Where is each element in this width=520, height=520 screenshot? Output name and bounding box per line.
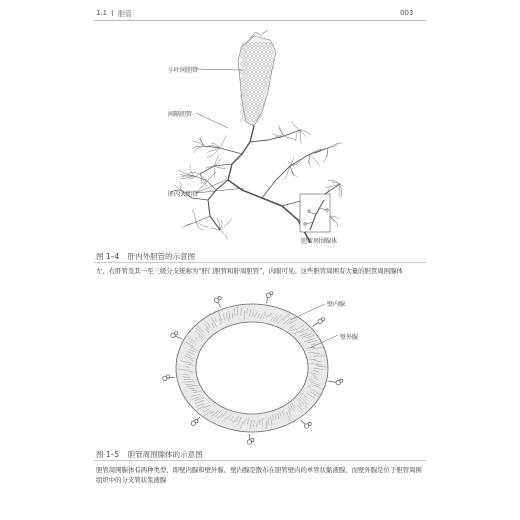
label-peribiliary-gland: 胆管周围腺体 bbox=[301, 238, 338, 245]
figure-1-caption-rule bbox=[94, 262, 426, 263]
label-intramural-gland: 壁内腺 bbox=[327, 301, 346, 308]
section-title: 胆管 bbox=[118, 10, 132, 18]
page-header bbox=[0, 0, 520, 24]
label-interlobular-duct: 小叶间胆管 bbox=[168, 67, 199, 74]
liver-lobule-column bbox=[238, 30, 276, 126]
section-number: 1.1 bbox=[96, 9, 108, 17]
duct-lumen bbox=[196, 322, 308, 414]
label-extramural-gland: 壁外腺 bbox=[340, 334, 359, 341]
header-rule bbox=[94, 20, 426, 21]
figure-2-title: 胆管周围腺体的示意图 bbox=[127, 450, 203, 459]
figure-1-number: 图 1–4 bbox=[96, 252, 120, 261]
figure-2-number: 图 1–5 bbox=[96, 450, 120, 459]
label-septal-duct: 间隔胆管 bbox=[168, 111, 193, 118]
page-number: 003 bbox=[400, 9, 414, 17]
figure-1-title: 肝内外胆管的示意图 bbox=[127, 252, 196, 261]
bile-duct-ring-illustration bbox=[160, 288, 360, 448]
paragraph-1: 左、右肝管及其一至三级分支统称为“肝门胆管和肝周胆管”，肉眼可见。这些胆管周围有大量的胆管周围腺体 bbox=[96, 267, 403, 275]
leader-lines bbox=[196, 69, 244, 193]
header-separator bbox=[112, 10, 113, 16]
label-intrahepatic-large-duct: 肝内大胆管 bbox=[168, 191, 199, 198]
paragraph-2: 胆管周围腺体有两种类型，即壁内腺和壁外腺。壁内腺是散布在胆管壁内的单管状黏液腺，而壁外腺是位于胆管周围组织中的分支管状浆液腺 bbox=[96, 466, 422, 484]
figure-2-caption bbox=[96, 449, 203, 460]
bile-duct-tree-illustration bbox=[150, 30, 370, 246]
figure-bile-duct-tree bbox=[150, 30, 370, 246]
figure-1-caption bbox=[96, 251, 195, 262]
peribiliary-inset bbox=[300, 194, 330, 232]
figure-2-caption-rule bbox=[94, 460, 426, 461]
figure-bile-duct-ring bbox=[160, 288, 360, 448]
